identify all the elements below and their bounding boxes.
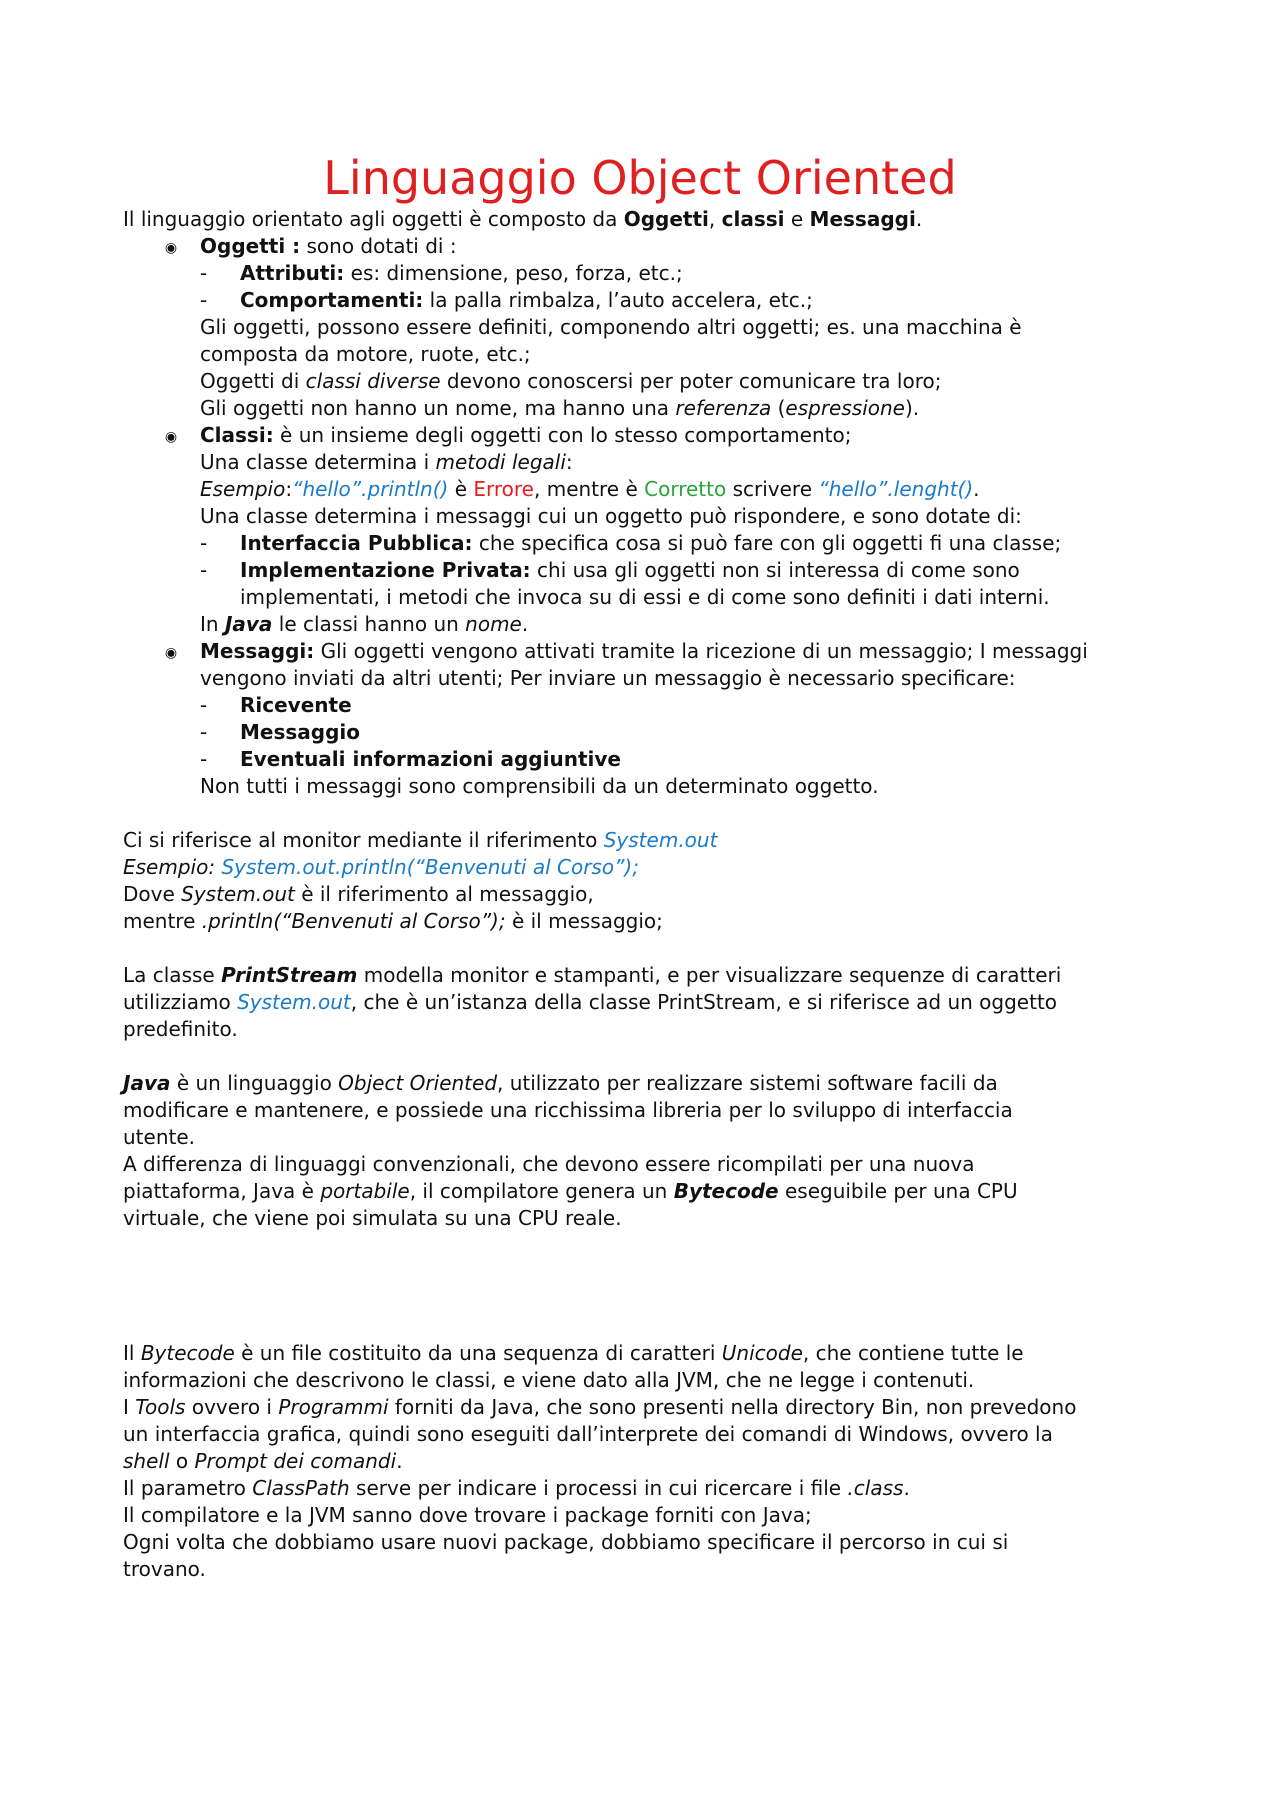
text: Oggetti di [200, 369, 306, 393]
text: è un file costituito da una sequenza di caratteri [234, 1341, 722, 1365]
spacer [123, 1232, 1173, 1340]
text: mentre [123, 909, 202, 933]
text-line [123, 962, 1173, 989]
text: . [396, 1449, 403, 1473]
italic-text: Tools [135, 1395, 186, 1419]
text-line: Una classe determina i messaggi cui un oggetto può rispondere, e sono dotate di: [200, 504, 1022, 528]
text: La classe [123, 963, 222, 987]
text-line: Ogni volta che dobbiamo usare nuovi package, dobbiamo specificare il percorso in cui si [123, 1530, 1009, 1554]
text: . [973, 477, 980, 501]
code-snippet: “hello”.lenght() [818, 477, 974, 501]
italic-text: .println(“Benvenuti al Corso”); [201, 909, 506, 933]
bold-text: Oggetti : [200, 234, 301, 258]
bold-text: Ricevente [240, 693, 352, 717]
dash-marker: - [200, 747, 208, 771]
italic-text: Object Oriented [338, 1071, 498, 1095]
text: : [565, 450, 573, 474]
example-line [123, 476, 1173, 503]
spacer [123, 1043, 1173, 1070]
italic-text: ClassPath [252, 1476, 350, 1500]
text-line [123, 989, 1173, 1016]
text: I [123, 1395, 136, 1419]
text: Il parametro [123, 1476, 253, 1500]
bold-text: Eventuali informazioni aggiuntive [240, 747, 621, 771]
text: es: dimensione, peso, forza, etc.; [344, 261, 683, 285]
dash-item-attributi [123, 260, 1173, 287]
round-bullet-icon: ◉ [164, 429, 178, 445]
text: utilizziamo [123, 990, 238, 1014]
text-line [123, 908, 1173, 935]
text-line [123, 611, 1173, 638]
text: . [521, 612, 529, 636]
italic-text: System.out [181, 882, 295, 906]
round-bullet-icon: ◉ [164, 645, 178, 661]
italic-text: metodi legali [435, 450, 566, 474]
text-line [123, 854, 1173, 881]
text: . [903, 1476, 910, 1500]
text: Gli oggetti non hanno un nome, ma hanno una [200, 396, 676, 420]
dash-marker: - [200, 720, 208, 744]
text: sono dotati di : [300, 234, 457, 258]
text: scrivere [726, 477, 819, 501]
bold-text: Messaggi [809, 207, 916, 231]
text-line [123, 1394, 1173, 1421]
text: chi usa gli oggetti non si interessa di come sono [530, 558, 1020, 582]
dash-item-interfaccia [123, 530, 1173, 557]
text: è il riferimento al messaggio, [294, 882, 594, 906]
text-line [123, 368, 1173, 395]
bullet-item-messaggi [123, 638, 1173, 665]
text-line: Non tutti i messaggi sono comprensibili da un determinato oggetto. [200, 774, 879, 798]
text: , mentre è [534, 477, 645, 501]
text: . [915, 207, 923, 231]
text-line: un interfaccia grafica, quindi sono eseguiti dall’interprete dei comandi di Windows, ovvero la [123, 1422, 1053, 1446]
code-snippet: System.out [237, 990, 351, 1014]
code-snippet: “hello”.println() [292, 477, 449, 501]
bold-italic-text: Java [123, 1071, 171, 1095]
text: serve per indicare i processi in cui ricercare i file [349, 1476, 848, 1500]
text: Una classe determina i [200, 450, 436, 474]
italic-text: Bytecode [140, 1341, 235, 1365]
text-line: trovano. [123, 1557, 206, 1581]
bullet-item-oggetti [123, 233, 1173, 260]
bold-italic-text: Java [224, 612, 273, 636]
bold-italic-text: Bytecode [673, 1179, 779, 1203]
text: , utilizzato per realizzare sistemi software facili da [497, 1071, 998, 1095]
text: , che è un’istanza della classe PrintStream, e si riferisce ad un oggetto [350, 990, 1058, 1014]
text-line: Gli oggetti, possono essere definiti, componendo altri oggetti; es. una macchina è [200, 315, 1022, 339]
text: , che contiene tutte le [802, 1341, 1024, 1365]
italic-text: Unicode [721, 1341, 803, 1365]
dash-item-ricevente [123, 692, 1173, 719]
text: : [285, 477, 293, 501]
document-body [123, 206, 1173, 1583]
round-bullet-icon: ◉ [164, 240, 178, 256]
italic-text: classi diverse [305, 369, 441, 393]
text: Dove [123, 882, 182, 906]
text-line [123, 881, 1173, 908]
text-line: composta da motore, ruote, etc.; [200, 342, 531, 366]
code-snippet: System.out.println(“Benvenuti al Corso”); [221, 855, 639, 879]
text: devono conoscersi per poter comunicare tra loro; [440, 369, 942, 393]
text: le classi hanno un [272, 612, 466, 636]
text: modella monitor e stampanti, e per visualizzare sequenze di caratteri [357, 963, 1062, 987]
dash-item-comportamenti [123, 287, 1173, 314]
bullet-item-classi [123, 422, 1173, 449]
text-line [123, 827, 1173, 854]
text: è [448, 477, 474, 501]
text-line [123, 1178, 1173, 1205]
text: ). [904, 396, 920, 420]
text-line: predefinito. [123, 1017, 238, 1041]
text-line: virtuale, che viene poi simulata su una CPU reale. [123, 1206, 622, 1230]
text-line: modificare e mantenere, e possiede una ricchissima libreria per lo sviluppo di interfaccia [123, 1098, 1013, 1122]
text: forniti da Java, che sono presenti nella directory Bin, non prevedono [388, 1395, 1077, 1419]
text-line [123, 449, 1173, 476]
bold-italic-text: PrintStream [221, 963, 358, 987]
italic-text: nome [465, 612, 522, 636]
error-label: Errore [473, 477, 534, 501]
italic-text: Programmi [278, 1395, 389, 1419]
dash-item-implementazione [123, 557, 1173, 584]
dash-item-messaggio [123, 719, 1173, 746]
bold-text: classi [721, 207, 785, 231]
text-line: vengono inviati da altri utenti; Per inviare un messaggio è necessario specificare: [200, 666, 1016, 690]
text: Gli oggetti vengono attivati tramite la ricezione di un messaggio; I messaggi [314, 639, 1088, 663]
text: piattaforma, Java è [123, 1179, 321, 1203]
text: ovvero i [185, 1395, 279, 1419]
text-line [123, 1475, 1173, 1502]
text: eseguibile per una CPU [778, 1179, 1018, 1203]
italic-text: shell [123, 1449, 170, 1473]
italic-text: espressione [785, 396, 905, 420]
text: è il messaggio; [505, 909, 663, 933]
italic-text: Esempio: [123, 855, 222, 879]
text: è un insieme degli oggetti con lo stesso comportamento; [273, 423, 852, 447]
bold-text: Comportamenti: [240, 288, 424, 312]
text-line: Il compilatore e la JVM sanno dove trovare i package forniti con Java; [123, 1503, 812, 1527]
page-title: Linguaggio Object Oriented [323, 151, 957, 205]
italic-text: Prompt dei comandi [194, 1449, 397, 1473]
code-snippet: System.out [603, 828, 718, 852]
text: la palla rimbalza, l’auto accelera, etc.; [423, 288, 813, 312]
dash-item-informazioni [123, 746, 1173, 773]
dash-marker: - [200, 558, 208, 582]
dash-marker: - [200, 531, 208, 555]
italic-text: referenza [675, 396, 772, 420]
text: che specifica cosa si può fare con gli oggetti fi una classe; [472, 531, 1062, 555]
text: , [708, 207, 722, 231]
italic-text: .class [847, 1476, 904, 1500]
text: , il compilatore genera un [409, 1179, 674, 1203]
correct-label: Corretto [644, 477, 727, 501]
italic-text: portabile [320, 1179, 410, 1203]
intro-paragraph [123, 206, 1173, 233]
spacer [123, 800, 1173, 827]
text: e [784, 207, 810, 231]
text: Ci si riferisce al monitor mediante il riferimento [123, 828, 604, 852]
text-line: utente. [123, 1125, 196, 1149]
text-line: implementati, i metodi che invoca su di essi e di come sono definiti i dati interni. [240, 585, 1050, 609]
spacer [123, 935, 1173, 962]
bold-text: Oggetti [623, 207, 709, 231]
text-line [123, 1340, 1173, 1367]
bold-text: Implementazione Privata: [240, 558, 531, 582]
text: Il [123, 1341, 141, 1365]
text-line [123, 1448, 1173, 1475]
text: è un linguaggio [170, 1071, 339, 1095]
text: ( [771, 396, 786, 420]
text: o [169, 1449, 195, 1473]
italic-text: Esempio [200, 477, 286, 501]
text: Il linguaggio orientato agli oggetti è composto da [123, 207, 624, 231]
text-line [123, 1070, 1173, 1097]
bold-text: Attributi: [240, 261, 345, 285]
bold-text: Interfaccia Pubblica: [240, 531, 473, 555]
text: In [200, 612, 225, 636]
dash-marker: - [200, 693, 208, 717]
bold-text: Messaggi: [200, 639, 315, 663]
bold-text: Messaggio [240, 720, 360, 744]
dash-marker: - [200, 261, 208, 285]
bold-text: Classi: [200, 423, 274, 447]
dash-marker: - [200, 288, 208, 312]
text-line [123, 395, 1173, 422]
text-line: informazioni che descrivono le classi, e viene dato alla JVM, che ne legge i contenuti. [123, 1368, 975, 1392]
text-line: A differenza di linguaggi convenzionali, che devono essere ricompilati per una nuova [123, 1152, 975, 1176]
